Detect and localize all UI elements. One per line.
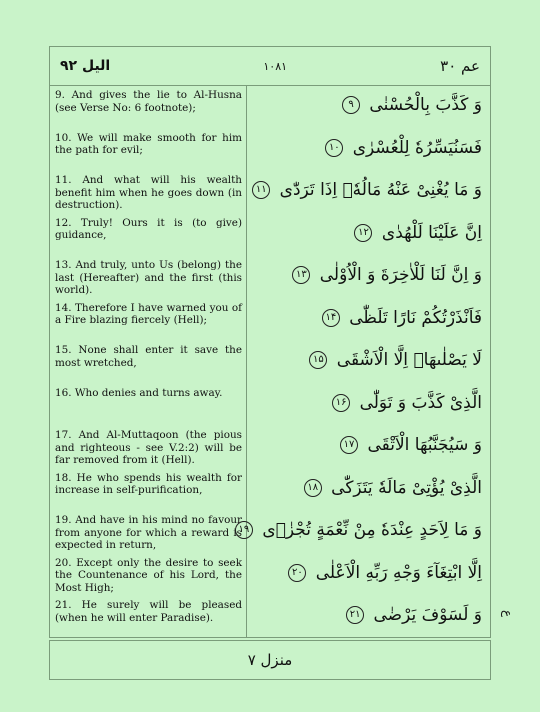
verse-arabic [246, 341, 490, 384]
verse-arabic [246, 129, 490, 172]
juz-reference: عم ۳۰ [440, 57, 480, 75]
verse-row [50, 256, 490, 299]
page-header [49, 46, 491, 86]
verse-arabic [246, 384, 490, 427]
verse-number-marker: ۱۰ [325, 139, 343, 157]
verse-arabic-text: اِلَّا ابْتِغَآءَ وَجْهِ رَبِّهِ الْاَعْلٰى [315, 562, 482, 583]
verse-arabic [246, 299, 490, 342]
verse-translation: 16. Who denies and turns away. [55, 386, 223, 399]
verse-row [50, 469, 490, 512]
verse-translation: 17. And Al-Muttaqoon (the pious and righteous - see V.2:2) will be far removed from it (Hell). [55, 429, 242, 466]
verse-arabic-text: الَّذِىْ كَذَّبَ وَ تَوَلّٰى [359, 392, 482, 413]
verse-row [50, 341, 490, 384]
surah-reference: الیل ۹۲ [60, 58, 111, 74]
verse-arabic [246, 469, 490, 512]
verse-translation: 13. And truly, unto Us (belong) the last (Hereafter) and the first (this world). [55, 259, 242, 296]
verse-row [50, 86, 490, 129]
verse-translation: 20. Except only the desire to seek the Countenance of his Lord, the Most High; [55, 556, 242, 594]
verse-arabic-text: فَاَنْذَرْتُكُمْ نَارًا تَلَظّٰى [349, 307, 482, 328]
verse-translation: 11. And what will his wealth benefit him when he goes down (in destruction). [55, 174, 242, 211]
verse-number-marker: ۱۸ [304, 479, 322, 497]
verse-number-marker: ۱۱ [252, 181, 270, 199]
verse-arabic-text: وَ مَا لِاَحَدٍ عِنْدَهٗ مِنْ نِّعْمَةٍ تُجْزٰۤى [262, 520, 482, 540]
manzil-label: منزل ۷ [247, 651, 293, 669]
verse-translation: 21. He surely will be pleased (when he will enter Paradise). [55, 599, 242, 624]
verse-arabic-text: الَّذِىْ يُؤْتِىْ مَالَهٗ يَتَزَكّٰى [331, 477, 482, 498]
verse-arabic [246, 426, 490, 469]
verse-number-marker: ۱۳ [292, 266, 310, 284]
verse-number-marker: ۱۵ [309, 351, 327, 369]
verse-arabic-text: فَسَنُيَسِّرُهٗ لِلْعُسْرٰى [352, 137, 482, 158]
verse-translation: 14. Therefore I have warned you of a Fire blazing fiercely (Hell); [55, 301, 242, 326]
page-number: ۱۰۸۱ [263, 59, 288, 73]
verse-translation: 12. Truly! Ours it is (to give) guidance, [55, 216, 242, 241]
verse-row [50, 384, 490, 427]
verse-number-marker: ۱۴ [322, 309, 340, 327]
verse-arabic-text: وَ لَسَوْفَ يَرْضٰى [373, 605, 482, 625]
verse-row [50, 596, 490, 639]
verse-arabic [246, 256, 490, 299]
verse-arabic [246, 554, 490, 597]
verse-number-marker: ۱۲ [354, 224, 372, 242]
verse-number-marker: ۱۹ [235, 521, 253, 539]
verse-translation: 19. And have in his mind no favour from anyone for which a reward is expected in return, [55, 514, 242, 551]
verse-arabic-text: لَا يَصْلٰىهَاۤ اِلَّا الْاَشْقَى [336, 350, 482, 370]
verse-arabic [246, 171, 490, 214]
verse-row [50, 129, 490, 172]
verse-number-marker: ۱۷ [340, 436, 358, 454]
verse-number-marker: ۲۰ [288, 564, 306, 582]
page-footer [49, 640, 491, 680]
ruku-marker: ع [501, 610, 515, 618]
verse-arabic [246, 214, 490, 257]
verse-row [50, 511, 490, 554]
verse-translation: 10. We will make smooth for him the path for evil; [55, 131, 242, 156]
verse-row [50, 171, 490, 214]
verse-row [50, 214, 490, 257]
verse-arabic-text: وَ سَيُجَنَّبُهَا الْاَتْقَى [367, 435, 482, 455]
verse-arabic [246, 596, 490, 639]
verse-arabic-text: اِنَّ عَلَيْنَا لَلْهُدٰى [381, 222, 482, 243]
verse-row [50, 299, 490, 342]
verse-row [50, 554, 490, 597]
verse-arabic [246, 86, 490, 129]
verse-arabic-text: وَ اِنَّ لَنَا لَلْاٰخِرَةَ وَ الْاُوْلٰى [319, 265, 482, 285]
verse-number-marker: ۱۶ [332, 394, 350, 412]
verse-list [50, 86, 490, 639]
verse-translation: 9. And gives the lie to Al-Husna (see Verse No: 6 footnote); [55, 89, 242, 114]
verse-number-marker: ۹ [342, 96, 360, 114]
verse-arabic [238, 511, 490, 554]
verse-number-marker: ۲۱ [346, 606, 364, 624]
verse-row [50, 426, 490, 469]
verse-arabic-text: وَ كَذَّبَ بِالْحُسْنٰى [369, 95, 482, 115]
verse-translation: 18. He who spends his wealth for increase in self-purification, [55, 471, 242, 496]
verse-arabic-text: وَ مَا يُغْنِىْ عَنْهُ مَالُهٗۤ اِذَا تَرَدّٰى [279, 180, 482, 200]
verse-translation: 15. None shall enter it save the most wretched, [55, 344, 242, 369]
